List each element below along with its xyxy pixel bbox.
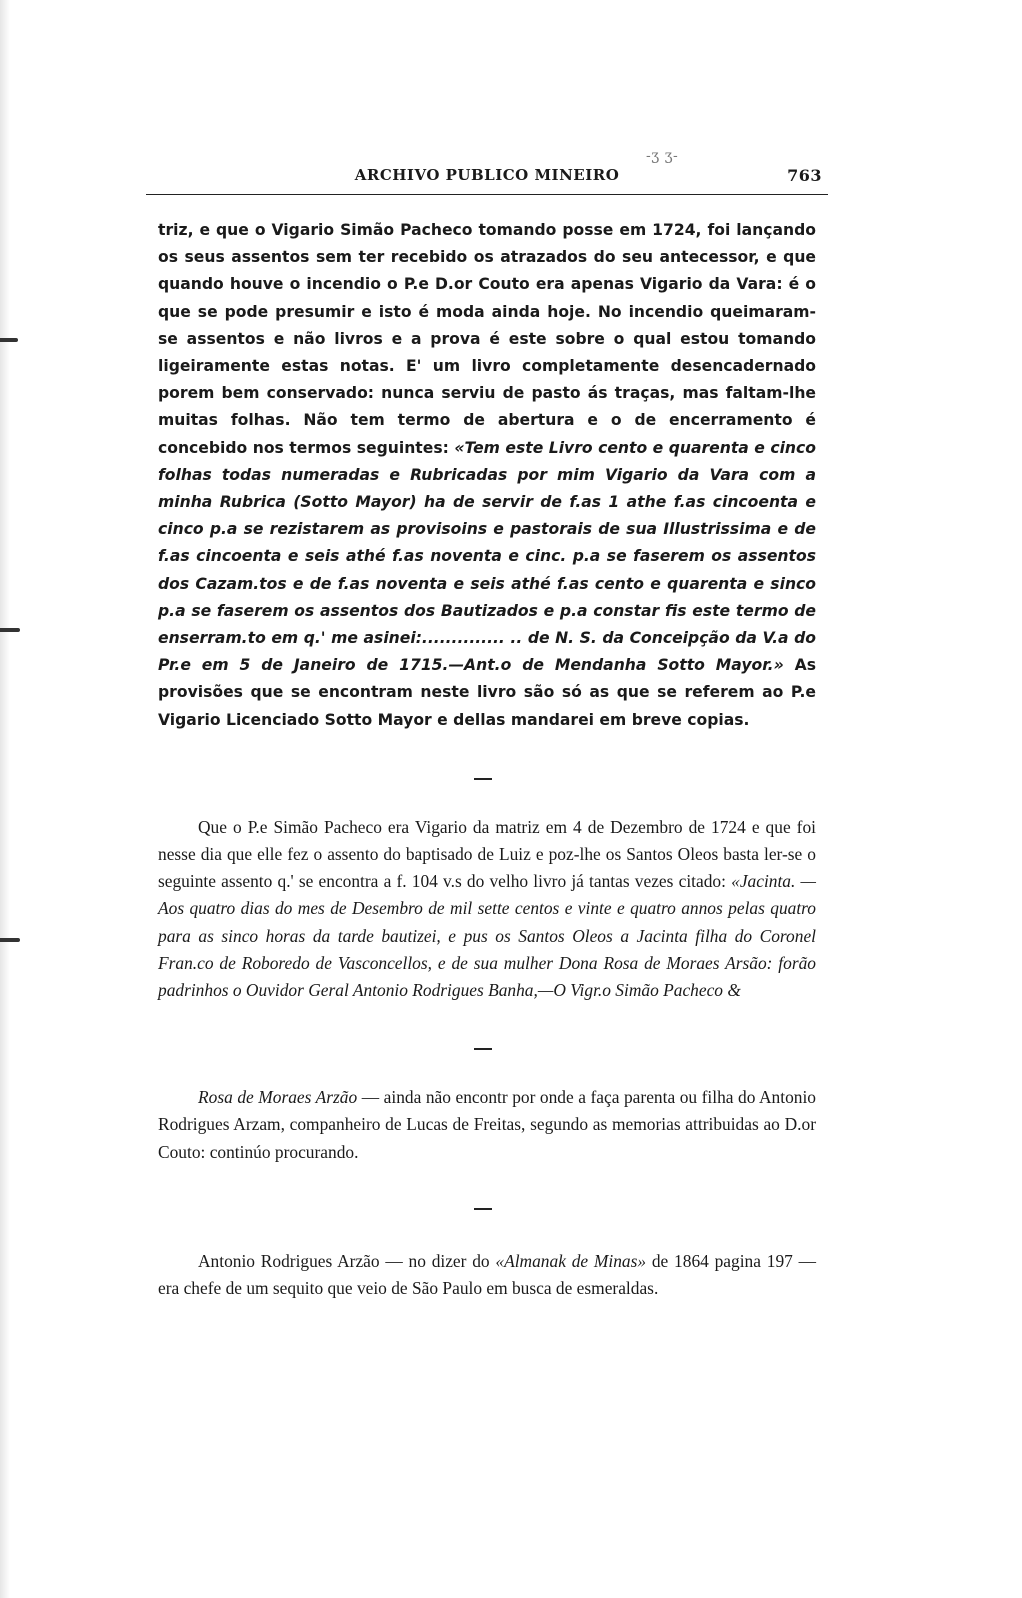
document-page [158, 148, 822, 1302]
paragraph-1-quote: «Tem este Livro cento e quarenta e cinco folhas todas numeradas e Rubricadas por mim Vigario da Vara com a minha Rubrica (Sotto Mayor) ha de servir de f.as 1 athe f.as cincoenta e cinco p.a se rezistarem as provisoins e pastorais de sua Illustrissima e de f.as cincoenta e seis athé f.as noventa e cinc. p.a se faserem os assentos dos Cazam.tos e de f.as noventa e seis athé f.as cento e quarenta e sinco p.a se faserem os assentos dos Bautizados e p.a constar fis este termo de enserram.to em q.' me asinei:.............. .. de N. S. da Conceipção da V.a do Pr.e em 5 de Janeiro de 1715.—Ant.o de Mendanha Sotto Mayor.» [158, 438, 816, 675]
paragraph-2-quote: «Jacinta. — Aos quatro dias do mes de Desembro de mil sette centos e vinte e quatro annos pelas quatro para as sinco horas da tarde bautizei, e pus os Santos Oleos a Jacinta filha do Coronel Fran.co de Roboredo de Vasconcellos, e de sua mulher Dona Rosa de Moraes Arsão: forão padrinhos o Ouvidor Geral Antonio Rodrigues Banha,—O Vigr.o Simão Pacheco & [158, 871, 816, 1001]
running-head [158, 148, 822, 192]
header-rule [146, 194, 828, 195]
section-separator [474, 1048, 492, 1050]
paragraph-3 [158, 1084, 816, 1166]
paragraph-3-name: Rosa de Moraes Arzão [198, 1087, 358, 1108]
margin-mark [0, 338, 18, 342]
section-separator [474, 778, 492, 780]
margin-mark [0, 628, 20, 632]
paragraph-2 [158, 814, 816, 1004]
paragraph-1-tail: As provisões que se encontram neste livro são só as que se referem ao P.e Vigario Licenciado Sotto Mayor e dellas mandarei em breve copias. [158, 656, 816, 729]
running-title: ARCHIVO PUBLICO MINEIRO [354, 166, 620, 184]
paragraph-2-text: Que o P.e Simão Pacheco era Vigario da matriz em 4 de Dezembro de 1724 e que foi nesse dia que elle fez o assento do baptisado de Luiz e poz-lhe os Santos Oleos basta ler-se o seguinte assento q.' se encontra a f. 104 v.s do velho livro já tantas vezes citado: [158, 816, 816, 892]
paragraph-1 [158, 217, 816, 734]
stamp-mark: -ʒ ʒ- [646, 148, 679, 164]
paragraph-4-tail: de 1864 pagina 197 — era chefe de um sequito que veio de São Paulo em busca de esmeraldas. [158, 1250, 817, 1299]
binding-edge [0, 0, 10, 1598]
margin-mark [0, 938, 20, 942]
paragraph-3-text: — ainda não encontr por onde a faça parenta ou filha do Antonio Rodrigues Arzam, companheiro de Lucas de Freitas, segundo as memorias attribuidas ao D.or Couto: continúo procurando. [158, 1087, 817, 1162]
page-number: 763 [787, 166, 822, 185]
section-separator [474, 1208, 492, 1210]
paragraph-4-quote: «Almanak de Minas» [495, 1250, 647, 1271]
paragraph-4 [158, 1248, 816, 1302]
paragraph-1-text: triz, e que o Vigario Simão Pacheco tomando posse em 1724, foi lançando os seus assentos sem ter recebido os atrazados do seu antecessor, e que quando houve o incendio o P.e D.or Couto era apenas Vigario da Vara: é o que se pode presumir e isto é moda ainda hoje. No incendio queimaram-se assentos e não livros e a prova é este sobre o qual estou tomando ligeiramente estas notas. E' um livro completamente desencadernado porem bem conservado: nunca serviu de pasto ás traças, mas faltam-lhe muitas folhas. Não tem termo de abertura e o de encerramento é concebido nos termos seguintes: [158, 221, 816, 457]
paragraph-4-text: Antonio Rodrigues Arzão — no dizer do [198, 1250, 490, 1271]
